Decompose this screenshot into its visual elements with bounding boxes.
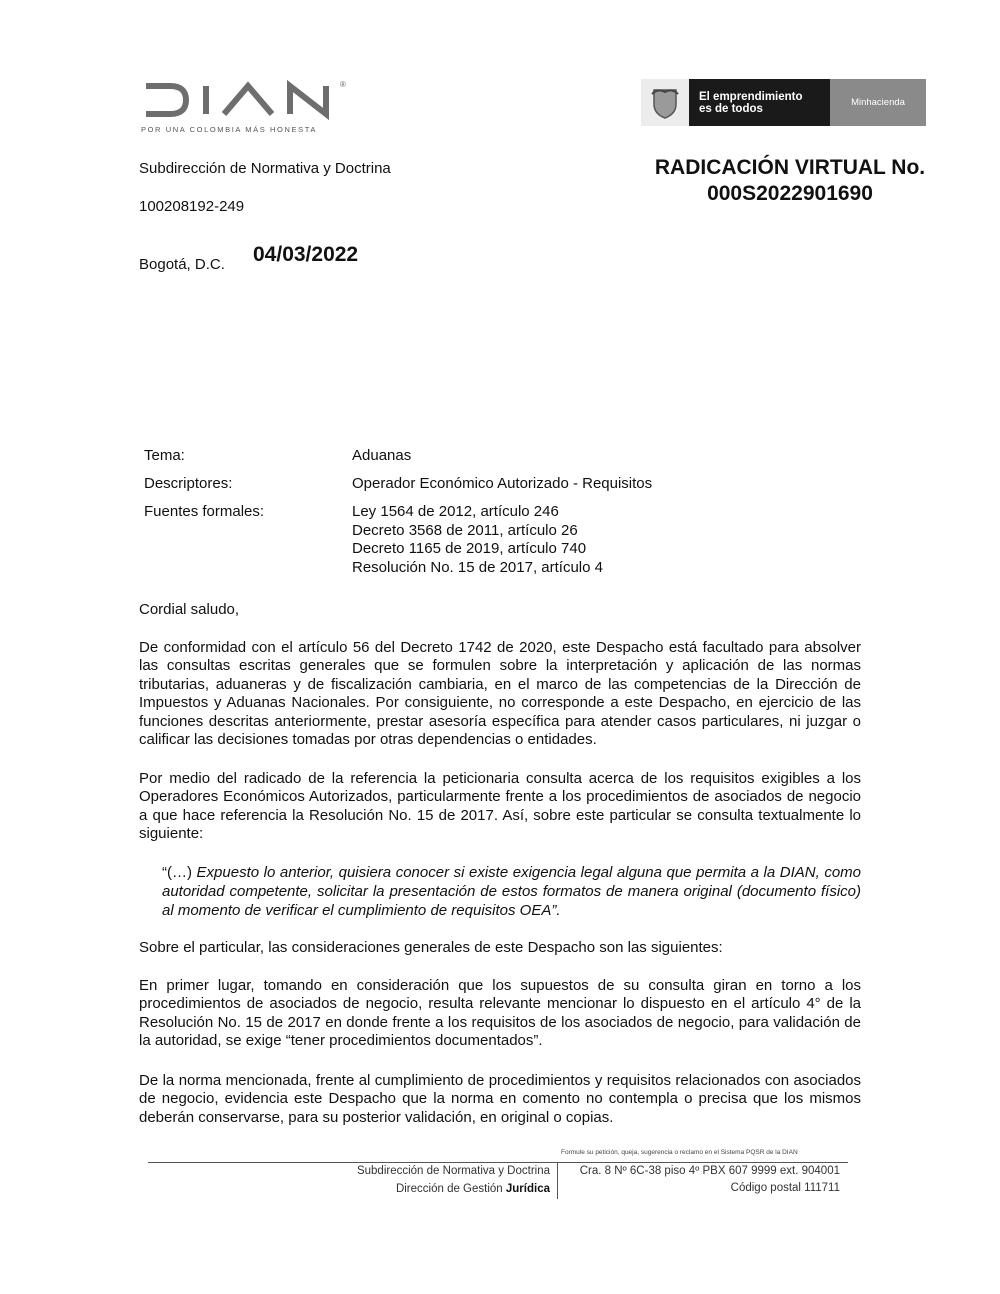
paragraph-1: De conformidad con el artículo 56 del Decreto 1742 de 2020, este Despacho está facultado para absolver las consultas escritas generales que se formulen sobre la interpretación y aplicación de las normas tributarias, aduaneras y de fiscalización cambiaria, en el marco de las competencias de la Dirección de Impuestos y Aduanas Nacionales. Por consiguiente, no corresponde a este Despacho, en ejercicio de las funciones descritas anteriormente, prestar asesoría específica para atender casos particulares, ni juzgar o calificar las decisiones tomadas por otras dependencias o entidades.	[139, 639, 861, 749]
ministry-label: Minhacienda	[830, 79, 926, 126]
gov-slogan-line1: El emprendimiento	[699, 90, 803, 103]
pqsr-note: Formule su petición, queja, sugerencia o reclamo en el Sistema PQSR de la DIAN	[561, 1149, 798, 1156]
gov-slogan	[689, 79, 830, 126]
fuentes-list	[352, 503, 603, 577]
consultation-quote	[162, 863, 861, 920]
descriptores-value: Operador Económico Autorizado - Requisitos	[352, 475, 653, 492]
footer-divider	[148, 1162, 848, 1163]
paragraph-4: En primer lugar, tomando en consideración que los supuestos de su consulta giran en torno a los procedimientos de asociados de negocio, resulta relevante mencionar lo dispuesto en el artículo 4° de la Resolución No. 15 de 2017 en donde frente a los requisitos de los asociados de negocio, para validación de la autoridad, se exige “tener procedimientos documentados”.	[139, 977, 861, 1050]
office-name: Subdirección de Normativa y Doctrina	[139, 160, 391, 177]
footer-vertical-divider	[557, 1163, 558, 1199]
government-logo	[641, 79, 926, 126]
fuente-item: Resolución No. 15 de 2017, artículo 4	[352, 558, 603, 576]
dian-tagline: POR UNA COLOMBIA MÁS HONESTA	[141, 125, 317, 134]
fuente-item: Ley 1564 de 2012, artículo 246	[352, 503, 559, 520]
city: Bogotá, D.C.	[139, 256, 225, 273]
greeting: Cordial saludo,	[139, 601, 240, 618]
footer-address: Cra. 8 Nº 6C-38 piso 4º PBX 607 9999 ext. 904001	[579, 1165, 840, 1177]
gov-slogan-line2: es de todos	[699, 102, 763, 115]
footer-direction	[250, 1183, 550, 1195]
tema-label: Tema:	[144, 447, 185, 464]
footer-postal-code: Código postal 111711	[730, 1182, 840, 1194]
radicacion-number: 000S2022901690	[707, 182, 873, 205]
tema-value: Aduanas	[352, 447, 412, 464]
quote-open: “(…)	[162, 864, 197, 881]
radicacion-label: RADICACIÓN VIRTUAL No.	[654, 156, 926, 179]
reference-number: 100208192-249	[139, 198, 245, 215]
document-date: 04/03/2022	[253, 243, 359, 266]
fuente-item: Decreto 1165 de 2019, artículo 740	[352, 540, 587, 557]
coat-of-arms-icon	[641, 79, 689, 126]
quote-text: Expuesto lo anterior, quisiera conocer si existe exigencia legal alguna que permita a la DIAN, como autoridad competente, solicitar la presentación de estos formatos de manera original (documento físico) al momento de verificar el cumplimiento de requisitos OEA”.	[162, 864, 861, 919]
paragraph-5: De la norma mencionada, frente al cumplimiento de procedimientos y requisitos relacionados con asociados de negocio, evidencia este Despacho que la norma en comento no contempla o precisa que los mismos deberán conservarse, para su posterior validación, en original o copias.	[139, 1072, 861, 1126]
footer-direction-prefix: Dirección de Gestión	[395, 1183, 506, 1195]
fuente-item: Decreto 3568 de 2011, artículo 26	[352, 521, 578, 539]
footer-office: Subdirección de Normativa y Doctrina	[356, 1165, 550, 1177]
fuentes-label: Fuentes formales:	[144, 503, 265, 520]
registered-mark: ®	[340, 80, 346, 89]
descriptores-label: Descriptores:	[144, 475, 233, 492]
paragraph-3: Sobre el particular, las consideraciones generales de este Despacho son las siguientes:	[139, 939, 723, 956]
paragraph-2: Por medio del radicado de la referencia la peticionaria consulta acerca de los requisitos exigibles a los Operadores Económicos Autorizados, particularmente frente a los procedimientos de asociados de negocio a que hace referencia la Resolución No. 15 de 2017. Así, sobre este particular se consulta textualmente lo siguiente:	[139, 770, 861, 843]
footer-direction-bold: Jurídica	[505, 1183, 550, 1195]
